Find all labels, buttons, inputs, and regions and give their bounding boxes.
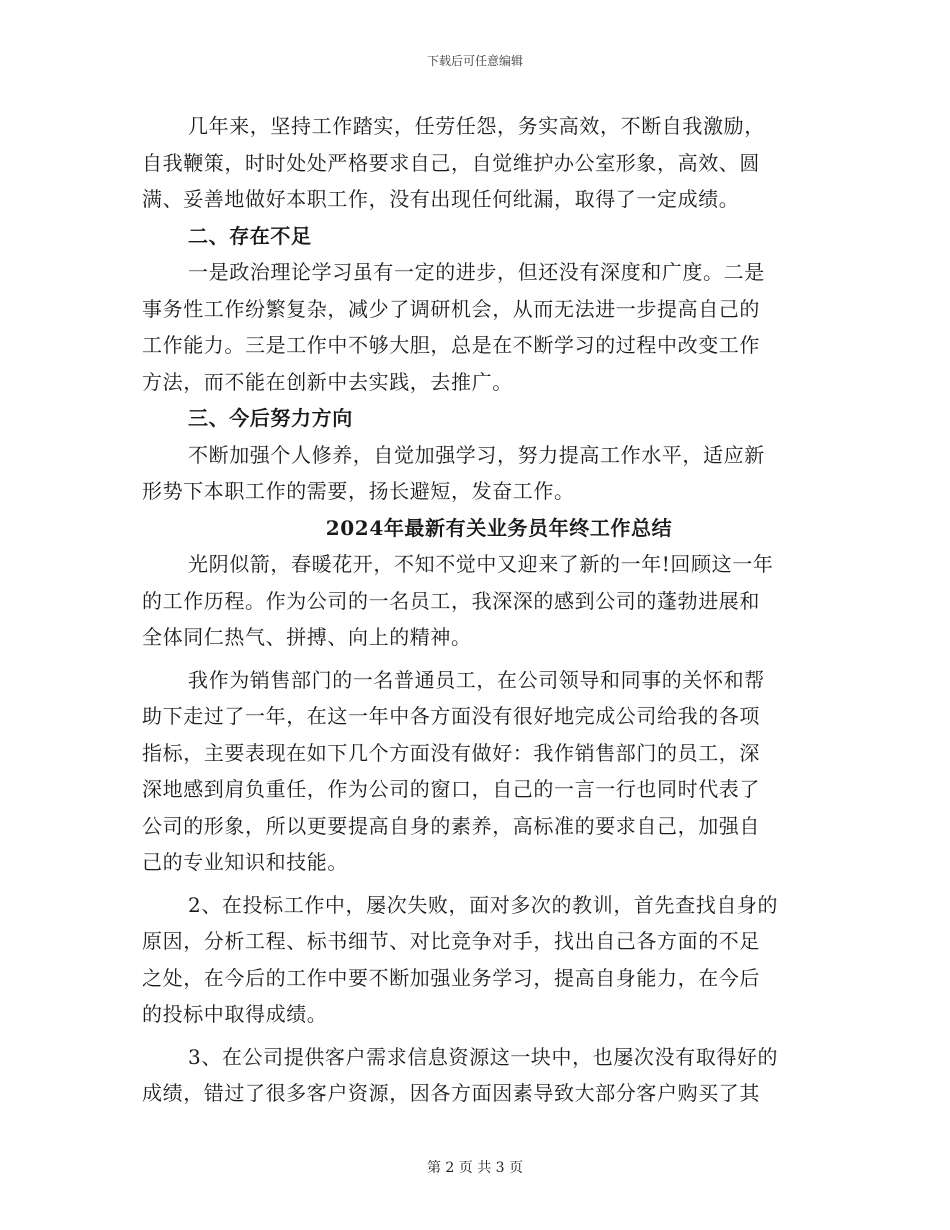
paragraph-line: 原因，分析工程、标书细节、对比竞争对手，找出自己各方面的不足 <box>142 929 760 953</box>
paragraph-line: 3、在公司提供客户需求信息资源这一块中，也屡次没有取得好的 <box>188 1044 779 1069</box>
paragraph-line: 一是政治理论学习虽有一定的进步，但还没有深度和广度。二是 <box>188 260 765 284</box>
paragraph-line: 成绩，错过了很多客户资源，因各方面因素导致大部分客户购买了其 <box>142 1081 760 1105</box>
paragraph-line: 的工作历程。作为公司的一名员工，我深深的感到公司的蓬勃进展和 <box>142 588 760 613</box>
paragraph-line: 我作为销售部门的一名普通员工，在公司领导和同事的关怀和帮 <box>188 667 765 692</box>
page-header: 下载后可任意编辑 <box>426 54 523 68</box>
document-title: 2024年最新有关业务员年终工作总结 <box>325 515 673 540</box>
section-heading: 二、存在不足 <box>188 223 312 248</box>
paragraph-line: 公司的形象，所以更要提高自身的素养，高标准的要求自己，加强自 <box>142 813 760 838</box>
paragraph-line: 不断加强个人修养，自觉加强学习，努力提高工作水平，适应新 <box>188 442 765 467</box>
paragraph-line: 几年来，坚持工作踏实，任劳任怨，务实高效，不断自我激励， <box>188 114 765 138</box>
document-body <box>142 108 810 1112</box>
paragraph-line: 2、在投标工作中，屡次失败，面对多次的教训，首先查找自身的 <box>188 892 779 917</box>
paragraph-line: 形势下本职工作的需要，扬长避短，发奋工作。 <box>142 479 575 503</box>
paragraph-line: 之处，在今后的工作中要不断加强业务学习，提高自身能力，在今后 <box>142 965 760 990</box>
section-heading: 三、今后努力方向 <box>188 406 353 430</box>
paragraph-line: 光阴似箭，春暖花开，不知不觉中又迎来了新的一年!回顾这一年 <box>188 552 774 576</box>
page-footer: 第 2 页 共 3 页 <box>426 1160 524 1176</box>
paragraph-line: 自我鞭策，时时处处严格要求自己，自觉维护办公室形象，高效、圆 <box>142 150 760 175</box>
paragraph-line: 深地感到肩负重任，作为公司的窗口，自己的一言一行也同时代表了 <box>142 777 760 801</box>
paragraph-line: 事务性工作纷繁复杂，减少了调研机会，从而无法进一步提高自己的 <box>142 296 760 321</box>
paragraph-line: 满、妥善地做好本职工作，没有出现任何纰漏，取得了一定成绩。 <box>142 187 740 211</box>
paragraph-line: 全体同仁热气、拼搏、向上的精神。 <box>142 625 472 649</box>
paragraph-line: 助下走过了一年，在这一年中各方面没有很好地完成公司给我的各项 <box>142 704 760 728</box>
paragraph-line: 的投标中取得成绩。 <box>142 1002 328 1026</box>
paragraph-line: 工作能力。三是工作中不够大胆，总是在不断学习的过程中改变工作 <box>142 333 760 357</box>
paragraph-line: 己的专业知识和技能。 <box>142 850 348 874</box>
paragraph-line: 方法，而不能在创新中去实践，去推广。 <box>142 369 513 394</box>
paragraph-line: 指标，主要表现在如下几个方面没有做好：我作销售部门的员工，深 <box>142 740 760 765</box>
